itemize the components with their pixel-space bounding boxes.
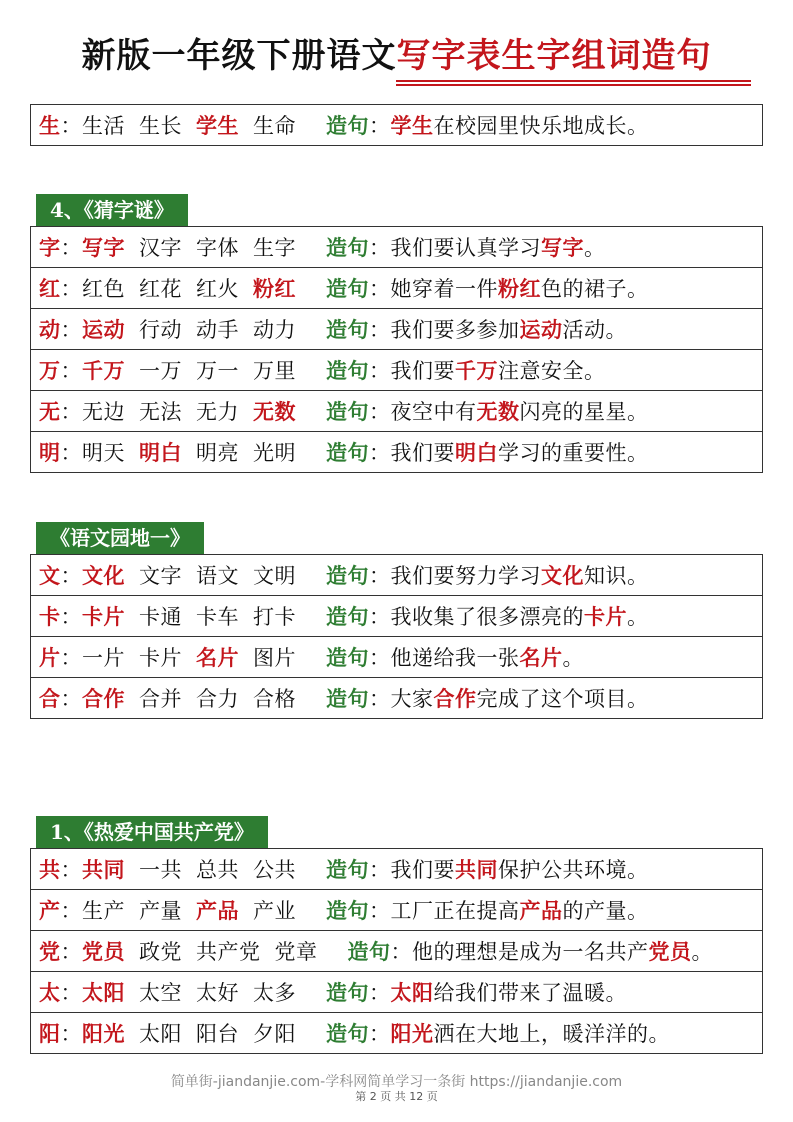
word: 行动 <box>139 318 182 342</box>
sentence-part: 卡片 <box>584 604 627 629</box>
word: 无法 <box>139 400 182 424</box>
word: 合作 <box>82 686 125 711</box>
colon: ： <box>60 441 82 465</box>
word: 明亮 <box>196 441 239 465</box>
colon: ： <box>60 605 82 629</box>
word: 党章 <box>274 940 318 964</box>
table-row <box>31 309 763 350</box>
colon: ： <box>369 318 391 342</box>
character: 无 <box>39 399 61 424</box>
colon: ： <box>60 940 82 964</box>
zaoju-label: 造句 <box>326 440 369 465</box>
character: 明 <box>39 440 61 465</box>
sentence-part: 学习的重要性。 <box>498 441 649 465</box>
title-part1: 新版一年级下册语文 <box>81 36 397 76</box>
colon: ： <box>369 236 391 260</box>
row-cell <box>31 432 763 473</box>
table-row <box>31 1013 763 1054</box>
colon: ： <box>390 940 412 964</box>
zaoju-label: 造句 <box>326 276 369 301</box>
colon: ： <box>60 1022 82 1046</box>
word: 太阳 <box>139 1022 182 1046</box>
word: 无数 <box>253 399 296 424</box>
word: 一共 <box>139 858 182 882</box>
word: 生长 <box>139 114 182 138</box>
word: 文字 <box>139 564 182 588</box>
sentence-part: 她穿着一件 <box>390 277 498 301</box>
table-row <box>31 350 763 391</box>
word: 一万 <box>139 359 182 383</box>
example-sentence <box>391 646 585 670</box>
sentence-part: 他的理想是成为一名共产 <box>412 940 649 964</box>
word: 汉字 <box>139 236 182 260</box>
title-underline <box>396 84 751 86</box>
example-sentence <box>391 858 649 882</box>
word: 图片 <box>253 646 296 670</box>
word: 名片 <box>196 645 239 670</box>
sentence-part: 党员 <box>648 939 692 964</box>
example-sentence <box>391 1022 671 1046</box>
sentence-part: 注意安全。 <box>498 359 606 383</box>
zaoju-label: 造句 <box>326 235 369 260</box>
word-table <box>30 848 763 1054</box>
colon: ： <box>369 359 391 383</box>
section-banner: 4、《猜字谜》 <box>36 194 188 226</box>
sentence-part: 无数 <box>476 399 520 424</box>
row-cell <box>31 350 763 391</box>
word: 太好 <box>196 981 239 1005</box>
character: 文 <box>39 563 61 588</box>
sentence-part: 工厂正在提高 <box>390 899 520 923</box>
example-sentence <box>391 359 606 383</box>
sentence-part: 夜空中有 <box>390 400 477 424</box>
sentence-part: 保护公共环境。 <box>498 858 649 882</box>
colon: ： <box>369 1022 391 1046</box>
word: 合力 <box>196 687 239 711</box>
example-sentence <box>391 564 649 588</box>
colon: ： <box>369 400 391 424</box>
word: 红火 <box>196 277 239 301</box>
word: 共产党 <box>196 940 261 964</box>
row-cell <box>31 678 763 719</box>
word: 卡车 <box>196 605 239 629</box>
word-table <box>30 226 763 473</box>
word: 共同 <box>82 857 125 882</box>
word: 公共 <box>253 858 296 882</box>
word: 产量 <box>139 899 182 923</box>
example-sentence <box>391 441 649 465</box>
footer-page-number: 第 2 页 共 12 页 <box>355 1090 438 1103</box>
example-sentence <box>391 277 649 301</box>
word: 阳台 <box>196 1022 239 1046</box>
character: 产 <box>39 898 61 923</box>
word-table <box>30 554 763 719</box>
colon: ： <box>60 687 82 711</box>
sentence-part: 运动 <box>519 317 563 342</box>
word: 无力 <box>196 400 239 424</box>
zaoju-label: 造句 <box>326 980 369 1005</box>
example-sentence <box>391 114 649 138</box>
word: 写字 <box>82 235 125 260</box>
row-cell <box>31 637 763 678</box>
character: 太 <box>39 980 61 1005</box>
word: 阳光 <box>82 1021 125 1046</box>
sentence-part: 太阳 <box>390 980 434 1005</box>
example-sentence <box>391 605 649 629</box>
word: 卡片 <box>82 604 125 629</box>
table-row <box>31 227 763 268</box>
example-sentence <box>391 981 628 1005</box>
row-cell <box>31 555 763 596</box>
word: 学生 <box>196 113 239 138</box>
word: 动手 <box>196 318 239 342</box>
sentence-part: 完成了这个项目。 <box>476 687 649 711</box>
sentence-part: 文化 <box>541 563 584 588</box>
character: 片 <box>39 645 61 670</box>
colon: ： <box>60 899 82 923</box>
sentence-part: 产品 <box>519 898 563 923</box>
word: 运动 <box>82 317 125 342</box>
row-cell <box>31 268 763 309</box>
section-chinese-garden <box>30 522 763 719</box>
sentence-part: 明白 <box>455 440 498 465</box>
sentence-part: 知识。 <box>584 564 649 588</box>
word: 生产 <box>82 899 125 923</box>
section-love-party <box>30 816 763 1054</box>
sentence-part: 我们要 <box>390 858 455 882</box>
row-cell <box>31 972 763 1013</box>
word: 生命 <box>253 114 296 138</box>
colon: ： <box>369 687 391 711</box>
word: 语文 <box>196 564 239 588</box>
word: 卡通 <box>139 605 182 629</box>
colon: ： <box>60 236 82 260</box>
zaoju-label: 造句 <box>326 857 369 882</box>
zaoju-label: 造句 <box>326 399 369 424</box>
character: 生 <box>39 113 61 138</box>
zaoju-label: 造句 <box>326 317 369 342</box>
word: 合格 <box>253 687 296 711</box>
word: 明白 <box>139 440 182 465</box>
colon: ： <box>369 981 391 1005</box>
word: 明天 <box>82 441 125 465</box>
row-cell <box>31 596 763 637</box>
word: 动力 <box>253 318 296 342</box>
word: 生字 <box>253 236 296 260</box>
sentence-part: 大家 <box>390 687 434 711</box>
row-cell <box>31 849 763 890</box>
sentence-part: 给我们带来了温暖。 <box>433 981 627 1005</box>
sentence-part: 活动。 <box>562 318 627 342</box>
word: 太多 <box>253 981 296 1005</box>
sentence-part: 合作 <box>433 686 477 711</box>
sentence-part: 。 <box>584 236 606 260</box>
sentence-part: 。 <box>562 646 584 670</box>
title-part2: 写字表生字组词造句 <box>396 36 712 76</box>
colon: ： <box>369 605 391 629</box>
word-table <box>30 104 763 146</box>
sentence-part: 粉红 <box>498 276 541 301</box>
sentence-part: 在校园里快乐地成长。 <box>433 114 649 138</box>
character: 卡 <box>39 604 61 629</box>
zaoju-label: 造句 <box>326 645 369 670</box>
word: 红色 <box>82 277 125 301</box>
word: 夕阳 <box>253 1022 296 1046</box>
sentence-part: 学生 <box>390 113 434 138</box>
colon: ： <box>369 114 391 138</box>
zaoju-label: 造句 <box>326 563 369 588</box>
word: 政党 <box>139 940 182 964</box>
table-row <box>31 105 763 146</box>
title-underline <box>396 80 751 82</box>
zaoju-label: 造句 <box>326 358 369 383</box>
word: 合并 <box>139 687 182 711</box>
section-opening <box>30 104 763 146</box>
row-cell <box>31 309 763 350</box>
example-sentence <box>391 899 649 923</box>
example-sentence <box>391 400 649 424</box>
word: 总共 <box>196 858 239 882</box>
word: 卡片 <box>139 646 182 670</box>
word: 一片 <box>82 646 125 670</box>
colon: ： <box>60 646 82 670</box>
character: 党 <box>39 939 61 964</box>
table-row <box>31 432 763 473</box>
section-guess-riddle <box>30 194 763 473</box>
table-row <box>31 637 763 678</box>
table-row <box>31 268 763 309</box>
sentence-part: 的产量。 <box>562 899 649 923</box>
table-row <box>31 972 763 1013</box>
section-banner: 《语文园地一》 <box>36 522 204 554</box>
word: 产业 <box>253 899 296 923</box>
character: 字 <box>39 235 61 260</box>
table-row <box>31 678 763 719</box>
table-row <box>31 849 763 890</box>
sentence-part: 写字 <box>541 235 584 260</box>
word: 太空 <box>139 981 182 1005</box>
word: 字体 <box>196 236 239 260</box>
section-banner: 1、《热爱中国共产党》 <box>36 816 268 848</box>
colon: ： <box>369 441 391 465</box>
word: 太阳 <box>82 980 125 1005</box>
row-cell <box>31 1013 763 1054</box>
row-cell <box>31 105 763 146</box>
example-sentence <box>391 687 649 711</box>
row-cell <box>31 391 763 432</box>
table-row <box>31 391 763 432</box>
sentence-part: 共同 <box>455 857 498 882</box>
colon: ： <box>60 858 82 882</box>
word: 千万 <box>82 358 125 383</box>
table-row <box>31 555 763 596</box>
zaoju-label: 造句 <box>326 113 369 138</box>
example-sentence <box>412 940 713 964</box>
table-row <box>31 890 763 931</box>
colon: ： <box>60 318 82 342</box>
sentence-part: 我们要认真学习 <box>390 236 541 260</box>
word: 文化 <box>82 563 125 588</box>
footer-site: 简单街-jiandanjie.com-学科网简单学习一条街 https://jiandanjie.com <box>170 1074 623 1090</box>
word: 生活 <box>82 114 125 138</box>
row-cell <box>31 931 763 972</box>
sentence-part: 名片 <box>519 645 563 670</box>
word: 无边 <box>82 400 125 424</box>
character: 合 <box>39 686 61 711</box>
row-cell <box>31 227 763 268</box>
word: 红花 <box>139 277 182 301</box>
sentence-part: 色的裙子。 <box>541 277 649 301</box>
colon: ： <box>369 899 391 923</box>
colon: ： <box>60 981 82 1005</box>
zaoju-label: 造句 <box>326 1021 369 1046</box>
sentence-part: 。 <box>627 605 649 629</box>
page-title <box>0 28 793 77</box>
sentence-part: 我们要 <box>390 359 455 383</box>
table-row <box>31 931 763 972</box>
colon: ： <box>60 277 82 301</box>
zaoju-label: 造句 <box>326 604 369 629</box>
colon: ： <box>60 564 82 588</box>
sentence-part: 。 <box>691 940 713 964</box>
colon: ： <box>60 359 82 383</box>
character: 动 <box>39 317 61 342</box>
colon: ： <box>369 277 391 301</box>
example-sentence <box>391 318 628 342</box>
word: 万里 <box>253 359 296 383</box>
row-cell <box>31 890 763 931</box>
word: 打卡 <box>253 605 296 629</box>
colon: ： <box>369 564 391 588</box>
zaoju-label: 造句 <box>326 898 369 923</box>
sentence-part: 我们要 <box>390 441 455 465</box>
character: 万 <box>39 358 61 383</box>
sentence-part: 我收集了很多漂亮的 <box>390 605 584 629</box>
zaoju-label: 造句 <box>347 939 391 964</box>
zaoju-label: 造句 <box>326 686 369 711</box>
colon: ： <box>60 114 82 138</box>
word: 党员 <box>82 939 125 964</box>
sentence-part: 阳光 <box>390 1021 434 1046</box>
sentence-part: 闪亮的星星。 <box>519 400 649 424</box>
colon: ： <box>60 400 82 424</box>
word: 光明 <box>253 441 296 465</box>
colon: ： <box>369 858 391 882</box>
sentence-part: 我们要努力学习 <box>390 564 541 588</box>
sentence-part: 他递给我一张 <box>390 646 520 670</box>
word: 文明 <box>253 564 296 588</box>
colon: ： <box>369 646 391 670</box>
sentence-part: 洒在大地上，暖洋洋的。 <box>433 1022 670 1046</box>
sentence-part: 千万 <box>455 358 498 383</box>
character: 红 <box>39 276 61 301</box>
example-sentence <box>391 236 606 260</box>
table-row <box>31 596 763 637</box>
character: 阳 <box>39 1021 61 1046</box>
word: 粉红 <box>253 276 296 301</box>
sentence-part: 我们要多参加 <box>390 318 520 342</box>
character: 共 <box>39 857 61 882</box>
word: 产品 <box>196 898 239 923</box>
word: 万一 <box>196 359 239 383</box>
